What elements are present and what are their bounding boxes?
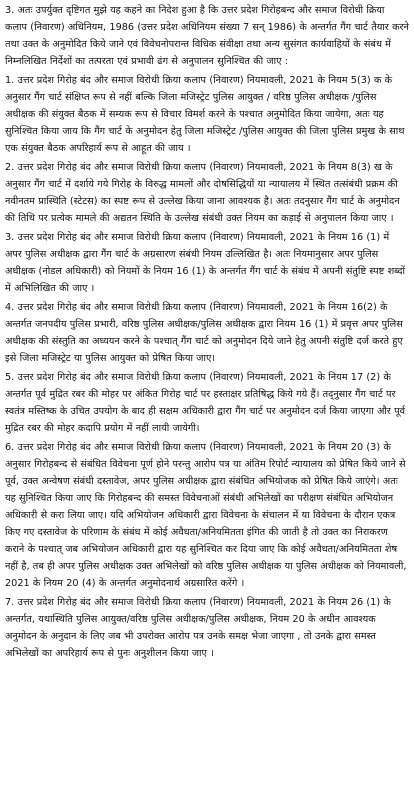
directive-6-paragraph: 6. उत्तर प्रदेश गिरोह बंद और समाज विरोधी क्रिया कलाप (निवारण) नियमावली, 2021 के नियम 20 (3) के अनुसार गिरोहबन्द से संबंधित विवेचना पूर्ण होने परन्तु आरोप पत्र या अंतिम रिपोर्ट न्यायालय को प्रेषित किये जाने से पूर्व, उक्त अन्वेषण संबंधी दस्तावेज, अपर पुलिस अधीक्षक द्वारा संबंधित अभियोजक को प्रेषित किये जाएंगे। अतः यह सुनिश्चित किया जाए कि गिरोहबन्द की समस्त विवेचनाओं संबंधी अभिलेखों का परीक्षण संबंधित अभियोजन अधिकारी से करा लिया जाए। यदि अभियोजन अधिकारी द्वारा विवेचना के संचालन में या विवेचना के दौरान एकत्र किए गए दस्तावेज के परिणाम के संबंध में कोई अवैधता/अनियमितता इंगित की जाती है तो उक्त का निराकरण कराने के पश्चात् जब अभियोजन अधिकारी द्वारा यह सुनिश्चित कर दिया जाए कि कोई अवैधता/अनियमितता शेष नहीं है, तब ही अपर पुलिस अधीक्षक उक्त अभिलेखों को वरिष्ठ पुलिस अधीक्षक या पुलिस अधीक्षक को नियमावली, 2021 के नियम 20 (4) के अन्तर्गत अनुमोदनार्थ अग्रसारित करेंगे ।	[5, 442, 407, 589]
directive-2-paragraph: 2. उत्तर प्रदेश गिरोह बंद और समाज विरोधी क्रिया कलाप (निवारण) नियमावली, 2021 के नियम 8(3) ख के अनुसार गैंग चार्ट में दर्शाये गये गिरोह के विरुद्ध मामलों और दोषसिद्धियों या न्यायालय में स्थित तत्संबंधी प्रक्रम की नवीनतम प्रास्थिति (स्टेटस) का स्पष्ट रूप से उल्लेख किया जाना आवश्यक है। अतः तदनुसार गैंग चार्ट के अनुमोदन की तिथि पर प्रत्येक मामले की अद्यतन स्थिति के उल्लेख संबंधी उक्त नियम का कड़ाई से अनुपालन किया जाए ।	[5, 162, 400, 224]
intro-paragraph: 3. अतः उपर्युक्त दृष्टिगत मुझे यह कहने का निदेश हुआ है कि उत्तर प्रदेश गिरोहबन्द और समाज विरोधी क्रिया कलाप (निवारण) अधिनियम, 1986 (उत्तर प्रदेश अधिनियम संख्या 7 सन् 1986) के अन्तर्गत गैंग चार्ट तैयार करने तथा उक्त के अनुमोदित किये जाने एवं विवेचनोपरान्त विधिक संवीक्षा तथा अन्य सुसंगत कार्यवाहियों के संबंध में निम्नलिखित निर्देशों का तत्परता एवं प्रभावी ढंग से अनुपालन सुनिश्चित की जाए :	[5, 5, 409, 67]
directive-7-paragraph: 7. उत्तर प्रदेश गिरोह बंद और समाज विरोधी क्रिया कलाप (निवारण) नियमावली, 2021 के नियम 26 (1) के अन्तर्गत, यथास्थिति पुलिस आयुक्त/वरिष्ठ पुलिस अधीक्षक/पुलिस अधीक्षक, नियम 20 के अधीन आवश्यक अनुमोदन के अनुदान के लिए जब भी उपरोक्त आरोप पत्र उनके समक्ष भेजा जाएगा , तो उनके द्वारा समस्त अभिलेखों का अपरिहार्य रूप से पुनः अनुशीलन किया जाए ।	[5, 597, 391, 659]
directive-1-paragraph: 1. उत्तर प्रदेश गिरोह बंद और समाज विरोधी क्रिया कलाप (निवारण) नियमावली, 2021 के नियम 5(3) क के अनुसार गैंग चार्ट संक्षिप्त रूप से नहीं बल्कि जिला मजिस्ट्रेट पुलिस आयुक्त / वरिष्ठ पुलिस अधीक्षक /पुलिस अधीक्षक की संयुक्त बैठक में सम्यक रूप से विचार विमर्श करने के पश्चात अनुमोदित किया जायेगा, अतः यह सुनिश्चित किया जाय कि गैंग चार्ट के अनुमोदन हेतु जिला मजिस्ट्रेट /पुलिस आयुक्त की जिला पुलिस प्रमुख के साथ एक संयुक्त बैठक अपरिहार्य रूप से आहूत की जाय ।	[5, 75, 405, 154]
directive-4-paragraph: 4. उत्तर प्रदेश गिरोह बंद और समाज विरोधी क्रिया कलाप (निवारण) नियमावली, 2021 के नियम 16(2) के अन्तर्गत जनपदीय पुलिस प्रभारी, वरिष्ठ पुलिस अधीक्षक/पुलिस अधीक्षक द्वारा नियम 16 (1) में प्रवृत्त अपर पुलिस अधीक्षक की संस्तुति का अध्ययन करने के पश्चात् गैंग चार्ट को अनुमोदन दिये जाने हेतु अपनी संतुष्टि दर्ज करते हुए इसे जिला मजिस्ट्रेट या पुलिस आयुक्त को प्रेषित किया जाए।	[5, 302, 403, 364]
directive-5-paragraph: 5. उत्तर प्रदेश गिरोह बंद और समाज विरोधी क्रिया कलाप (निवारण) नियमावली, 2021 के नियम 17 (2) के अन्तर्गत पूर्व मुद्रित रबर की मोहर पर अंकित गिरोह चार्ट पर हस्ताक्षर प्रतिषिद्ध किये गये हैं। तद्नुसार गैंग चार्ट पर स्वतंत्र मस्तिष्क के उचित उपयोग के बाद ही सक्षम अधिकारी द्वारा गैंग चार्ट पर अनुमोदन दर्ज किया जाएगा और पूर्व मुद्रित रबर की मोहर कदापि प्रयोग में नहीं लायी जायेगी।	[5, 372, 406, 434]
directive-3-paragraph: 3. उत्तर प्रदेश गिरोह बंद और समाज विरोधी क्रिया कलाप (निवारण) नियमावली, 2021 के नियम 16 (1) में अपर पुलिस अधीक्षक द्वारा गैंग चार्ट के अग्रसारण संबंधी नियम उल्लिखित है। अतः नियमानुसार अपर पुलिस अधीक्षक (नोडल अधिकारी) को नियमों के नियम 16 (1) के अन्तर्गत गैंग चार्ट के संबंध में अपनी संतुष्टि स्पष्ट शब्दों में अभिलिखित की जाए ।	[5, 232, 406, 294]
